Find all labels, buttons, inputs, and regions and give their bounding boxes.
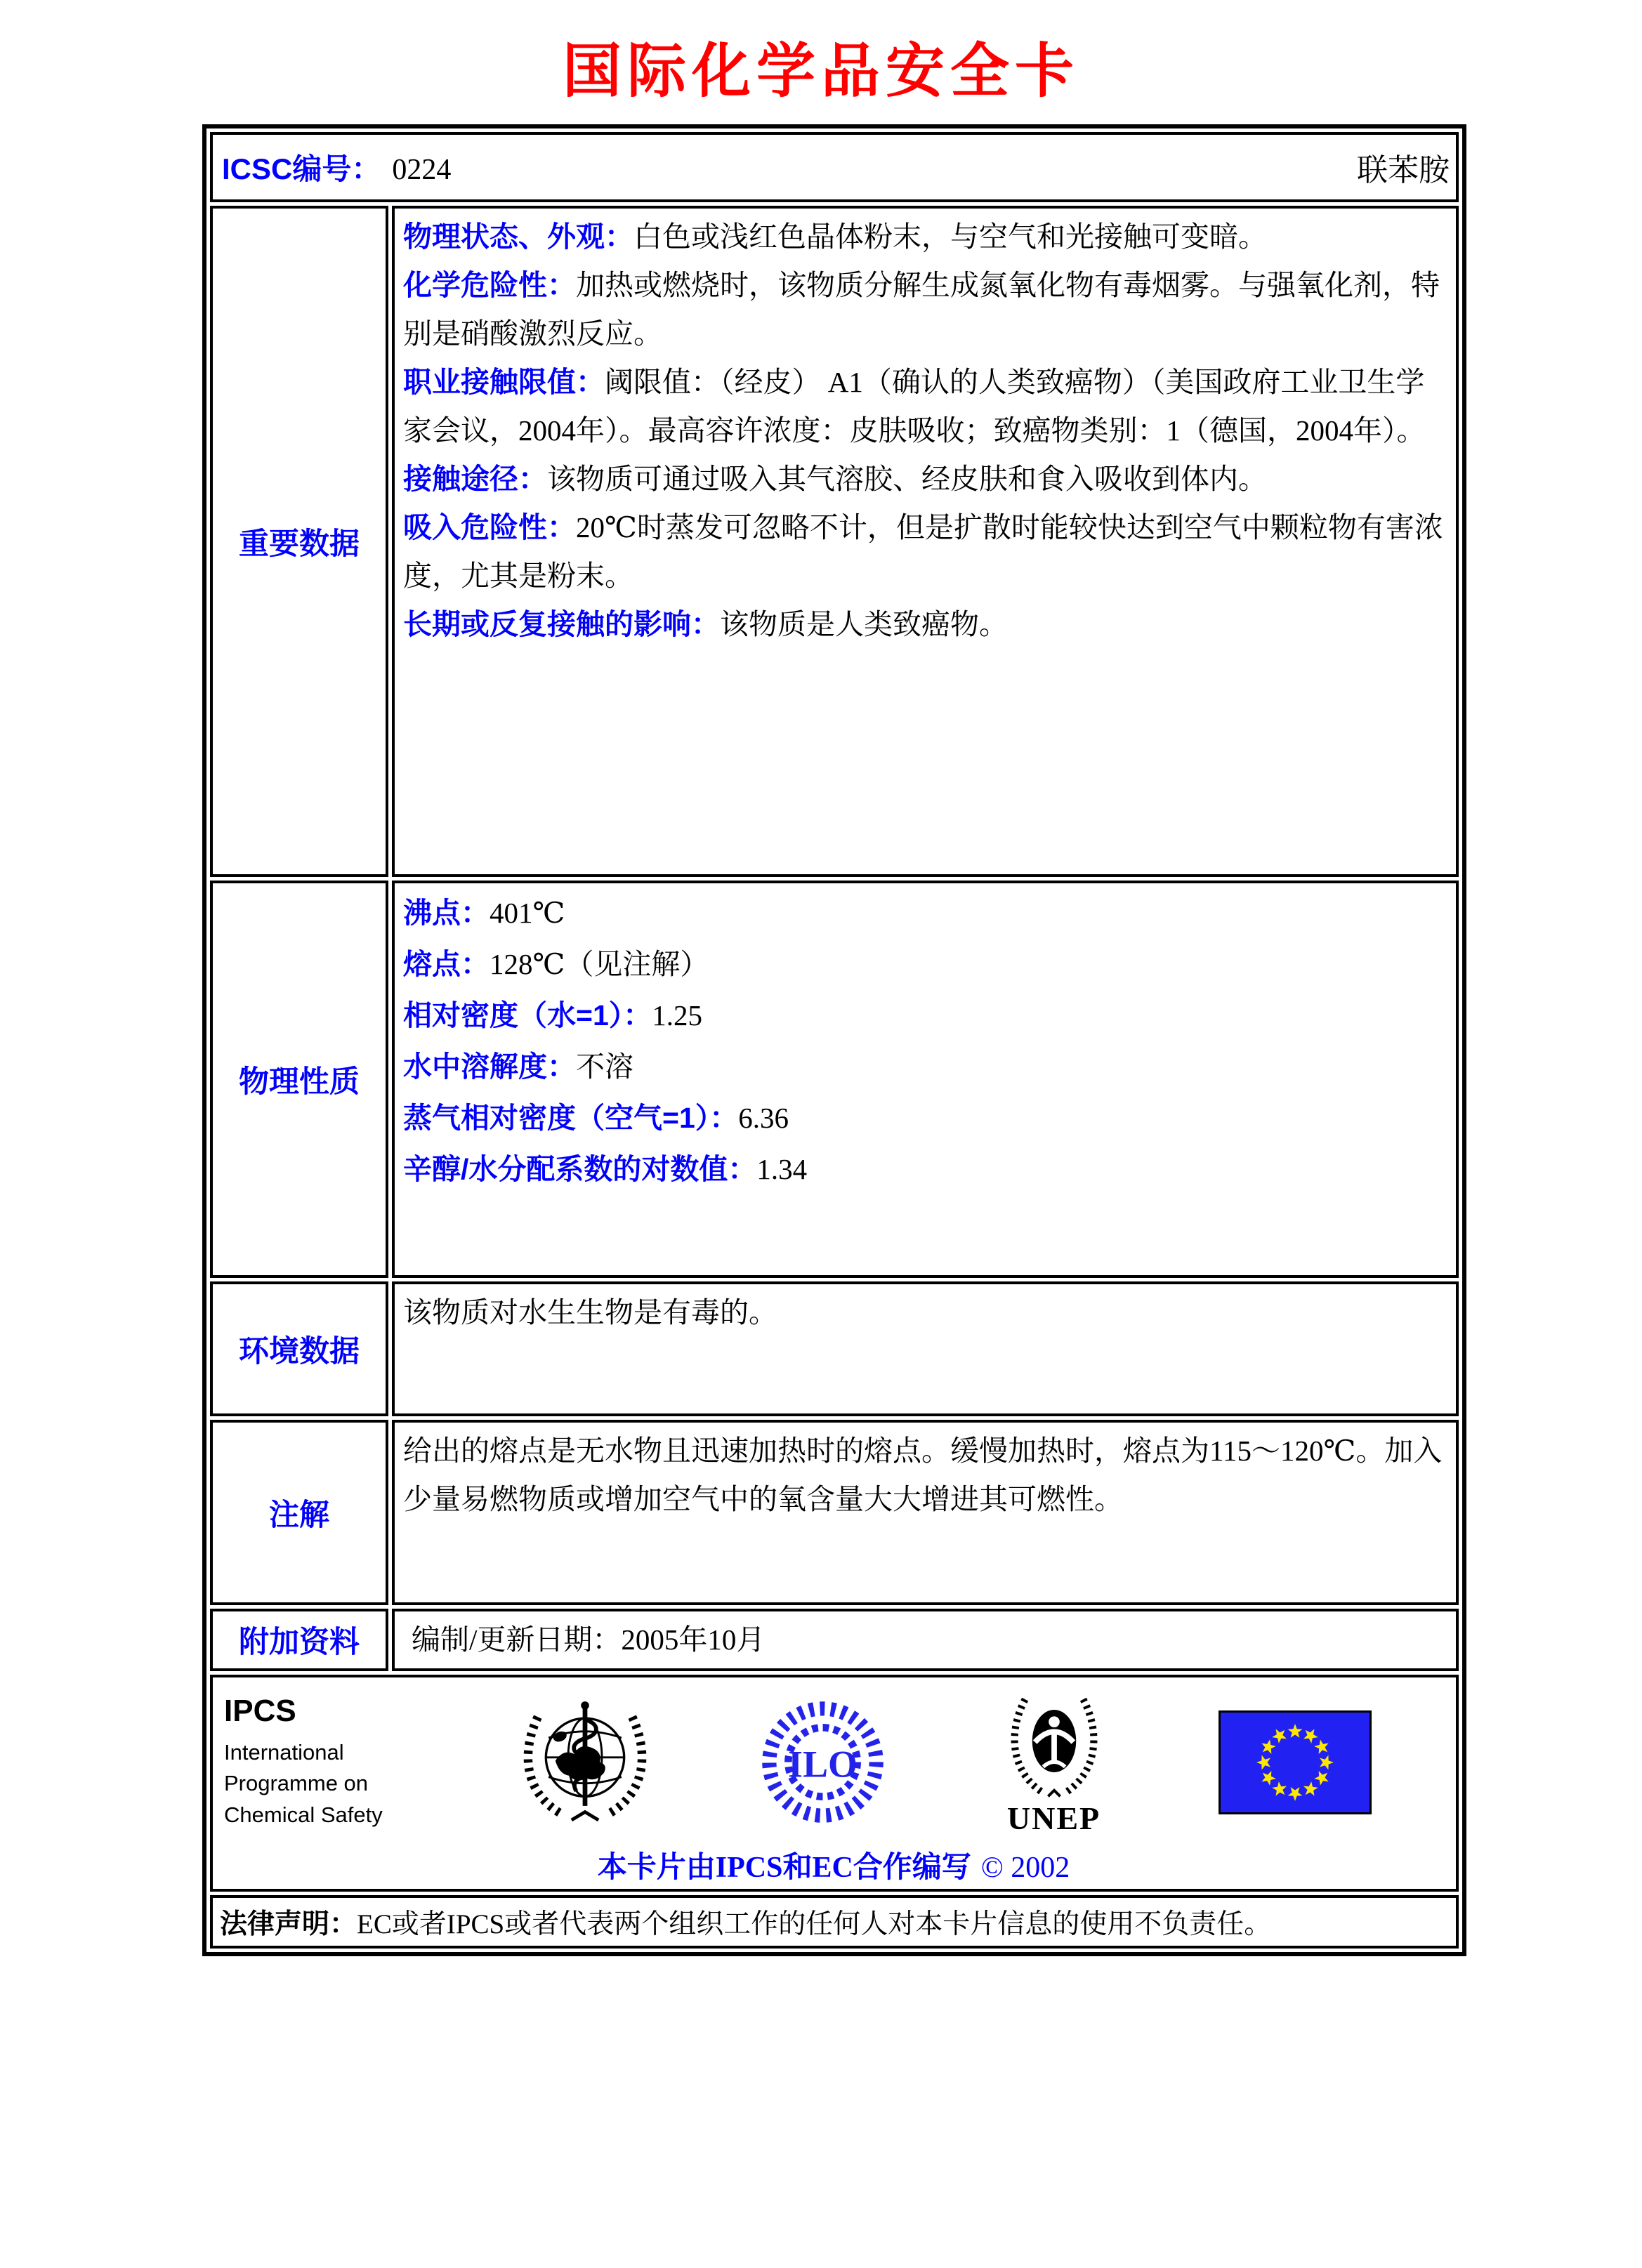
- section-content-physical-properties: [392, 881, 1459, 1278]
- field-value: 该物质对水生生物是有毒的。: [403, 1296, 777, 1329]
- field-value: 该物质可通过吸入其气溶胶、经皮肤和食入吸收到体内。: [547, 463, 1267, 495]
- field-value: 20℃时蒸发可忽略不计，但是扩散时能较快达到空气中颗粒物有害浓度，尤其是粉末。: [403, 511, 1443, 592]
- field-label: 沸点：: [403, 897, 490, 929]
- copyright-text: © 2002: [980, 1852, 1070, 1884]
- section-content-important-data: [392, 206, 1459, 877]
- icsc-number-label: ICSC编号：: [222, 152, 381, 185]
- section-label-physical-properties: 物理性质: [210, 881, 388, 1278]
- field-value: 给出的熔点是无水物且迅速加热时的熔点。缓慢加热时，熔点为115～120℃。加入少量易燃物质或增加空气中的氧含量大大增进其可燃性。: [403, 1435, 1443, 1515]
- field: [403, 888, 1445, 939]
- caption-text: 本卡片由IPCS和EC合作编写: [597, 1852, 971, 1884]
- field-label: 长期或反复接触的影响：: [403, 608, 720, 640]
- field-label: 水中溶解度：: [403, 1050, 576, 1083]
- ipcs-text-block: [224, 1694, 412, 1830]
- field: [403, 261, 1445, 358]
- logos-cell: [210, 1675, 1459, 1892]
- legal-text: EC或者IPCS或者代表两个组织工作的任何人对本卡片信息的使用不负责任。: [357, 1909, 1272, 1939]
- header-cell: [210, 132, 1459, 202]
- row-organisation-logos: [210, 1675, 1459, 1892]
- field: [403, 939, 1445, 990]
- field-value: 不溶: [576, 1050, 633, 1083]
- field-label: 相对密度（水=1）：: [403, 999, 652, 1031]
- field-label: 辛醇/水分配系数的对数值：: [403, 1153, 757, 1185]
- header-row: [210, 132, 1459, 202]
- legal-notice: [220, 1902, 1446, 1941]
- field-label: 蒸气相对密度（空气=1）：: [403, 1102, 739, 1134]
- icsc-card-table: [202, 124, 1466, 1956]
- field-value: 阈限值：（经皮） A1（确认的人类致癌物）（美国政府工业卫生学家会议，2004年）。最高容许浓度：皮肤吸收；致癌物类别：1（德国，2004年）。: [403, 366, 1426, 447]
- unep-logo-icon: [994, 1687, 1114, 1800]
- footer-caption: [221, 1844, 1446, 1886]
- unep-letters: UNEP: [1006, 1800, 1101, 1836]
- field-label: 熔点：: [403, 948, 490, 980]
- field-label: 物理状态、外观：: [403, 220, 633, 253]
- section-label-important-data: 重要数据: [210, 206, 388, 877]
- field-value: 白色或浅红色晶体粉末，与空气和光接触可变暗。: [633, 220, 1267, 253]
- field-value: 1.25: [652, 999, 702, 1031]
- icsc-number-value: 0224: [392, 154, 452, 186]
- logos-strip: [221, 1686, 1446, 1837]
- row-physical-properties: [210, 881, 1459, 1278]
- field: [403, 455, 1445, 503]
- field: [403, 990, 1445, 1041]
- field: [403, 1144, 1445, 1195]
- field-value: 该物质是人类致癌物。: [720, 608, 1008, 640]
- chemical-name: 联苯胺: [1357, 153, 1450, 187]
- section-content-additional-info: [392, 1609, 1459, 1671]
- field-label: 编制/更新日期：: [412, 1623, 622, 1656]
- header-content: [214, 136, 1455, 199]
- page-title: 国际化学品安全卡: [562, 39, 1079, 105]
- row-additional-info: [210, 1609, 1459, 1671]
- field: [403, 503, 1445, 600]
- legal-cell: [210, 1895, 1459, 1949]
- eu-flag-icon: [1219, 1710, 1372, 1814]
- section-label-notes: 注解: [210, 1420, 388, 1605]
- field: [403, 1616, 1445, 1664]
- field-label: 吸入危险性：: [403, 511, 576, 543]
- legal-label: 法律声明：: [220, 1909, 357, 1939]
- field-value: 6.36: [738, 1102, 789, 1134]
- field-value: 1.34: [756, 1153, 808, 1185]
- field: [403, 1093, 1445, 1144]
- field-value: 128℃（见注解）: [490, 948, 709, 980]
- field: [403, 358, 1445, 455]
- section-label-environmental-data: 环境数据: [210, 1281, 388, 1416]
- field-value: 2005年10月: [621, 1623, 766, 1656]
- field: [403, 1041, 1445, 1093]
- field: [403, 600, 1445, 649]
- row-environmental-data: [210, 1281, 1459, 1416]
- field-value: 加热或燃烧时，该物质分解生成氮氧化物有毒烟雾。与强氧化剂，特别是硝酸激烈反应。: [403, 269, 1440, 350]
- section-label-additional-info: 附加资料: [210, 1609, 388, 1671]
- field-label: 化学危险性：: [403, 269, 576, 301]
- row-legal-notice: [210, 1895, 1459, 1949]
- icsc-document-page: [0, 24, 1642, 2268]
- field-label: 职业接触限值：: [403, 366, 605, 398]
- row-important-data: [210, 206, 1459, 877]
- ilo-logo-icon: [757, 1696, 889, 1828]
- field-label: 接触途径：: [403, 463, 547, 495]
- icsc-card: [202, 124, 1466, 1956]
- ipcs-subtitle-line: International: [224, 1740, 344, 1765]
- section-content-environmental-data: [392, 1281, 1459, 1416]
- ipcs-subtitle-line: Chemical Safety: [224, 1802, 383, 1827]
- row-notes: [210, 1420, 1459, 1605]
- ipcs-subtitle-line: Programme on: [224, 1771, 369, 1796]
- section-content-notes: [392, 1420, 1459, 1605]
- field: [403, 213, 1445, 261]
- field-value: 401℃: [490, 897, 565, 929]
- icsc-number-group: [222, 146, 451, 188]
- ilo-letters: ILO: [788, 1743, 858, 1786]
- ipcs-acronym: IPCS: [224, 1694, 296, 1729]
- who-logo-icon: [518, 1696, 652, 1828]
- unep-logo-block: [994, 1687, 1114, 1837]
